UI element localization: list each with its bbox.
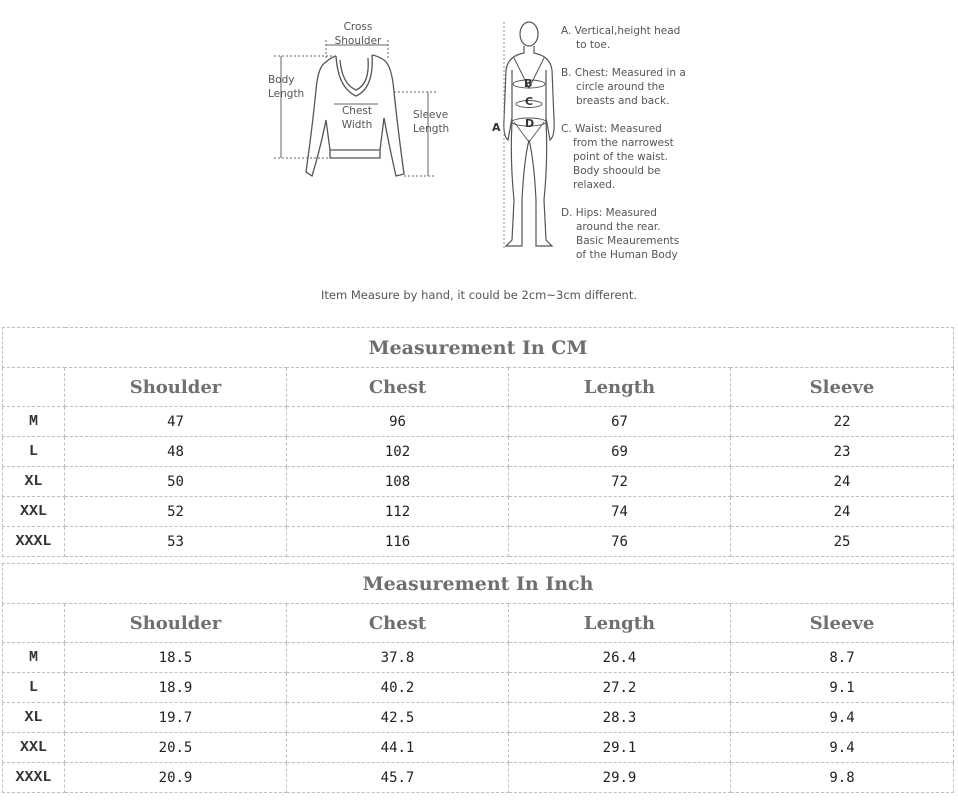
measure-footnote: Item Measure by hand, it could be 2cm~3cm different. <box>320 288 638 302</box>
length-value: 28.3 <box>509 703 731 733</box>
chest-value: 116 <box>287 527 509 557</box>
letter-b: B <box>524 77 533 90</box>
header-length: Length <box>509 604 731 643</box>
chest-width-label: Chest Width <box>341 105 373 131</box>
garment-and-body-illustration <box>0 0 958 318</box>
sleeve-value: 22 <box>731 407 954 437</box>
body-length-label: Body Length <box>268 74 305 100</box>
length-value: 67 <box>509 407 731 437</box>
shoulder-value: 52 <box>65 497 287 527</box>
length-value: 26.4 <box>509 643 731 673</box>
size-label: XL <box>3 467 65 497</box>
chest-value: 37.8 <box>287 643 509 673</box>
sleeve-length-label: Sleeve Length <box>413 109 450 135</box>
sleeve-value: 24 <box>731 467 954 497</box>
header-chest: Chest <box>287 604 509 643</box>
size-label: XL <box>3 703 65 733</box>
header-cell <box>3 604 65 643</box>
note-a: A. Vertical,height head to toe. <box>561 25 681 51</box>
sleeve-value: 9.8 <box>731 763 954 793</box>
chest-value: 112 <box>287 497 509 527</box>
shoulder-value: 19.7 <box>65 703 287 733</box>
note-b: B. Chest: Measured in a circle around the breasts and back. <box>561 67 686 107</box>
header-chest: Chest <box>287 368 509 407</box>
size-label: L <box>3 673 65 703</box>
table-title: Measurement In CM <box>3 328 954 368</box>
chest-value: 42.5 <box>287 703 509 733</box>
size-label: XXXL <box>3 763 65 793</box>
chest-value: 108 <box>287 467 509 497</box>
header-sleeve: Sleeve <box>731 368 954 407</box>
note-c: C. Waist: Measured from the narrowest point of the waist. Body shoould be relaxed. <box>561 123 674 191</box>
chest-value: 45.7 <box>287 763 509 793</box>
sleeve-value: 9.1 <box>731 673 954 703</box>
header-length: Length <box>509 368 731 407</box>
shoulder-value: 53 <box>65 527 287 557</box>
table-row <box>3 643 954 673</box>
shoulder-value: 47 <box>65 407 287 437</box>
sleeve-value: 8.7 <box>731 643 954 673</box>
table-row <box>3 437 954 467</box>
shoulder-value: 20.5 <box>65 733 287 763</box>
size-table-cm <box>2 327 954 557</box>
measurement-diagram <box>0 0 958 318</box>
size-table-inch <box>2 563 954 793</box>
sleeve-value: 9.4 <box>731 733 954 763</box>
size-label: M <box>3 643 65 673</box>
header-cell <box>3 368 65 407</box>
sleeve-value: 23 <box>731 437 954 467</box>
table-row <box>3 703 954 733</box>
table-row <box>3 673 954 703</box>
table-row <box>3 763 954 793</box>
letter-d: D <box>525 117 535 130</box>
length-value: 74 <box>509 497 731 527</box>
length-value: 27.2 <box>509 673 731 703</box>
table-row <box>3 527 954 557</box>
letter-c: C <box>525 95 534 108</box>
note-d: D. Hips: Measured around the rear. Basic Meaurements of the Human Body <box>561 207 680 261</box>
length-value: 76 <box>509 527 731 557</box>
shoulder-value: 50 <box>65 467 287 497</box>
length-value: 29.1 <box>509 733 731 763</box>
cross-shoulder-label: Cross Shoulder <box>334 21 382 47</box>
header-shoulder: Shoulder <box>65 368 287 407</box>
length-value: 69 <box>509 437 731 467</box>
table-row <box>3 497 954 527</box>
header-sleeve: Sleeve <box>731 604 954 643</box>
size-label: XXXL <box>3 527 65 557</box>
table-title: Measurement In Inch <box>3 564 954 604</box>
body-figure <box>504 22 554 246</box>
table-row <box>3 467 954 497</box>
sleeve-value: 25 <box>731 527 954 557</box>
sleeve-value: 24 <box>731 497 954 527</box>
shoulder-value: 20.9 <box>65 763 287 793</box>
size-label: L <box>3 437 65 467</box>
chest-value: 102 <box>287 437 509 467</box>
shoulder-value: 48 <box>65 437 287 467</box>
size-label: M <box>3 407 65 437</box>
chest-value: 96 <box>287 407 509 437</box>
size-label: XXL <box>3 733 65 763</box>
table-row <box>3 733 954 763</box>
table-row <box>3 407 954 437</box>
header-shoulder: Shoulder <box>65 604 287 643</box>
chest-value: 44.1 <box>287 733 509 763</box>
shoulder-value: 18.9 <box>65 673 287 703</box>
length-value: 72 <box>509 467 731 497</box>
shoulder-value: 18.5 <box>65 643 287 673</box>
sleeve-value: 9.4 <box>731 703 954 733</box>
chest-value: 40.2 <box>287 673 509 703</box>
letter-a: A <box>492 121 501 134</box>
size-label: XXL <box>3 497 65 527</box>
length-value: 29.9 <box>509 763 731 793</box>
